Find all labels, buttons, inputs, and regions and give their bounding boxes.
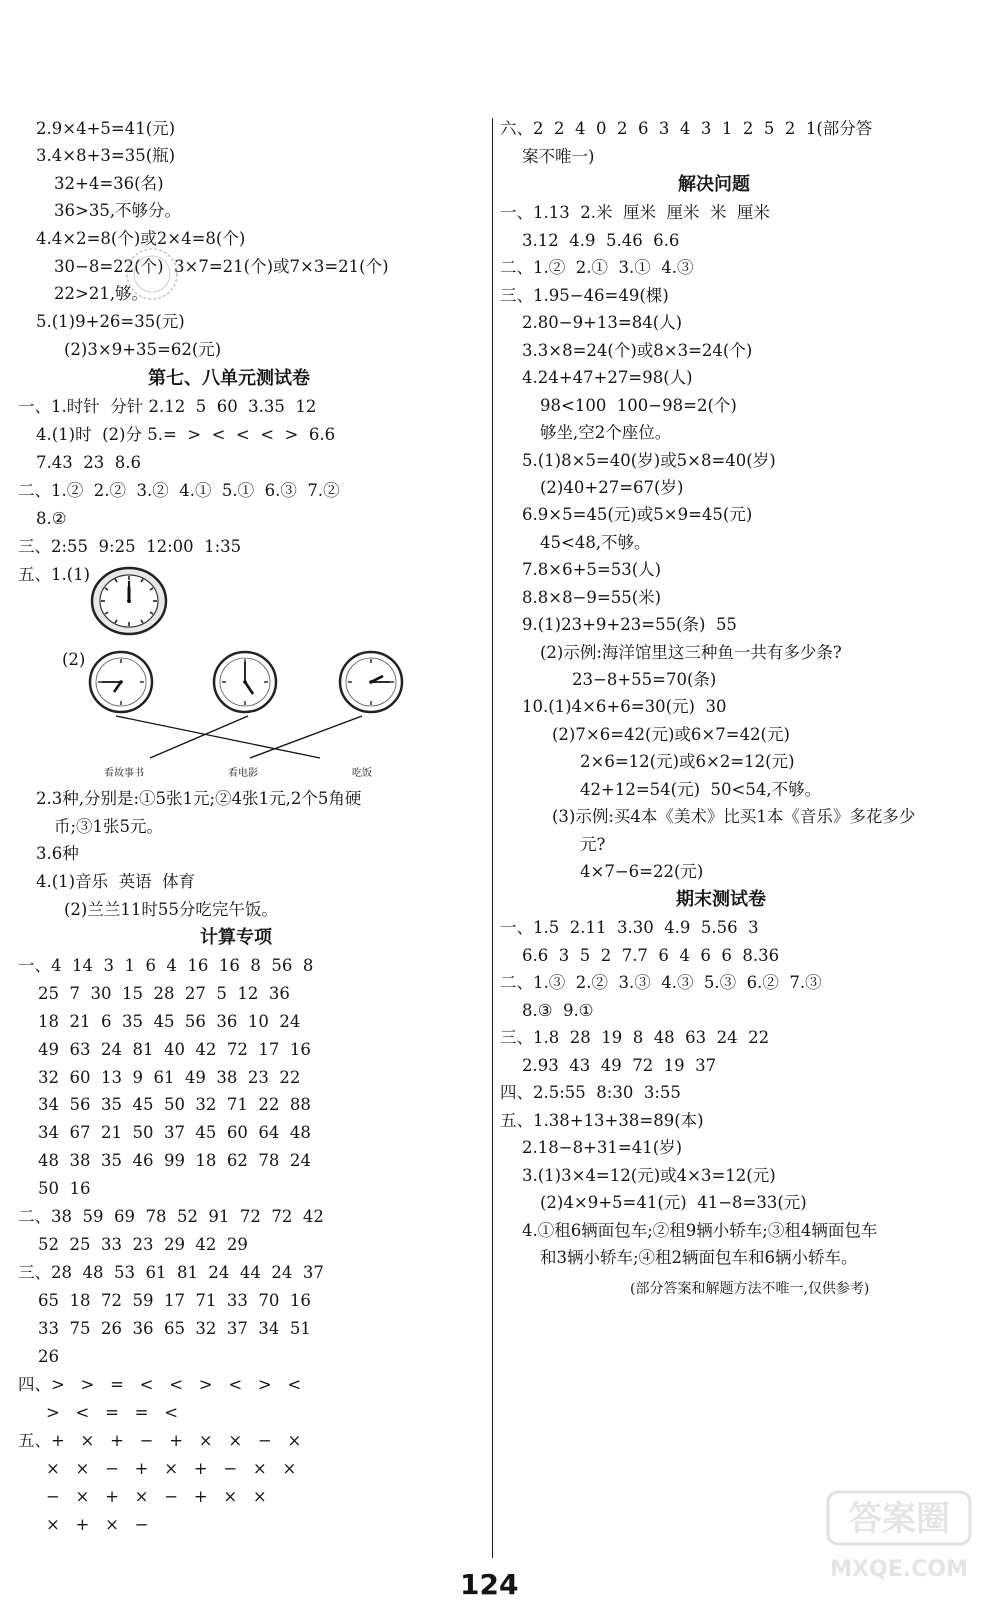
answer-line: 8.③ 9.①	[522, 1001, 594, 1020]
clock-icon	[212, 650, 278, 714]
answer-line: 2.3种,分别是:①5张1元;②4张1元,2个5角硬	[36, 789, 362, 808]
answer-line: 7.8×6+5=53(人)	[522, 560, 662, 579]
answer-line: 34 56 35 45 50 32 71 22 88	[38, 1095, 311, 1114]
answer-line: 25 7 30 15 28 27 5 12 36	[38, 984, 290, 1003]
answer-line: 9.(1)23+9+23=55(条) 55	[522, 615, 737, 634]
watermark-top: 答案圈	[848, 1499, 950, 1539]
activity-label: 看电影	[228, 768, 258, 779]
answer-line: 三、1.8 28 19 8 48 63 24 22	[500, 1028, 770, 1047]
answer-line: 元?	[580, 835, 606, 854]
answer-line: 3.4×8+3=35(瓶)	[36, 146, 176, 165]
answer-line: 33 75 26 36 65 32 37 34 51	[38, 1319, 311, 1338]
answer-line: (2)7×6=42(元)或6×7=42(元)	[552, 725, 790, 744]
column-divider	[492, 118, 493, 1558]
answer-line: 三、28 48 53 61 81 24 44 24 37	[18, 1263, 324, 1282]
answer-line: 32+4=36(名)	[54, 174, 164, 193]
answer-line: 18 21 6 35 45 56 36 10 24	[38, 1012, 301, 1031]
watermark-bottom: MXQE.COM	[830, 1557, 968, 1582]
answer-line: 三、1.95−46=49(棵)	[500, 286, 669, 305]
answer-line: (2)示例:海洋馆里这三种鱼一共有多少条?	[540, 643, 842, 662]
section-title-calc: 计算专项	[200, 927, 272, 948]
answer-line: 五、+ × + − + × × − ×	[18, 1431, 302, 1450]
watermark-logo	[824, 1488, 974, 1584]
answer-line: 10.(1)4×6+6=30(元) 30	[522, 697, 727, 716]
answer-line: 6.9×5=45(元)或5×9=45(元)	[522, 505, 753, 524]
answer-line: 36>35,不够分。	[54, 201, 182, 220]
answer-line: > < = = <	[46, 1403, 179, 1422]
answer-line: 一、1.13 2.米 厘米 厘米 米 厘米	[500, 203, 770, 222]
part-label: (2)	[62, 650, 86, 669]
page-number: 124	[460, 1568, 519, 1601]
section-title-solve: 解决问题	[678, 174, 750, 195]
stamp-mark	[120, 246, 184, 302]
answer-line: 5.(1)8×5=40(岁)或5×8=40(岁)	[522, 451, 776, 470]
answer-line: (2)兰兰11时55分吃完午饭。	[64, 900, 278, 919]
answer-line: 4.24+47+27=98(人)	[522, 368, 693, 387]
answer-line: 4.①租6辆面包车;②租9辆小轿车;③租4辆面包车	[522, 1221, 878, 1240]
answer-line: 4.4×2=8(个)或2×4=8(个)	[36, 229, 246, 248]
answer-line: 3.(1)3×4=12(元)或4×3=12(元)	[522, 1166, 776, 1185]
activity-label: 看故事书	[104, 768, 144, 779]
answer-line: 3.12 4.9 5.46 6.6	[522, 231, 680, 250]
answer-line: 48 38 35 46 99 18 62 78 24	[38, 1151, 311, 1170]
answer-line: 3.6种	[36, 844, 79, 863]
footnote: (部分答案和解题方法不唯一,仅供参考)	[630, 1281, 870, 1297]
answer-line: 3.3×8=24(个)或8×3=24(个)	[522, 341, 753, 360]
answer-line: 二、1.② 2.① 3.① 4.③	[500, 258, 694, 277]
matching-lines	[100, 712, 400, 762]
answer-line: 50 16	[38, 1179, 91, 1198]
activity-label: 吃饭	[352, 768, 372, 779]
answer-line: 一、1.5 2.11 3.30 4.9 5.56 3	[500, 918, 759, 937]
answer-line: 65 18 72 59 17 71 33 70 16	[38, 1291, 311, 1310]
answer-line: 四、2.5:55 8:30 3:55	[500, 1083, 681, 1102]
answer-line: 三、2:55 9:25 12:00 1:35	[18, 537, 242, 556]
answer-line: 22>21,够。	[54, 284, 149, 303]
answer-line: 六、2 2 4 0 2 6 3 4 3 1 2 5 2 1(部分答	[500, 119, 873, 138]
answer-line: 4×7−6=22(元)	[580, 862, 704, 881]
answer-line: 45<48,不够。	[540, 533, 651, 552]
answer-line: 2.9×4+5=41(元)	[36, 119, 176, 138]
answer-line: 2.93 43 49 72 19 37	[522, 1056, 717, 1075]
answer-line: 98<100 100−98=2(个)	[540, 396, 737, 415]
answer-line: 一、1.时针 分针 2.12 5 60 3.35 12	[18, 397, 317, 416]
answer-line: 52 25 33 23 29 42 29	[38, 1235, 248, 1254]
answer-line: 7.43 23 8.6	[36, 453, 141, 472]
answer-line: (2)40+27=67(岁)	[540, 478, 684, 497]
answer-line: 23−8+55=70(条)	[572, 670, 717, 689]
answer-line: 2×6=12(元)或6×2=12(元)	[580, 752, 795, 771]
section-title-final: 期末测试卷	[676, 889, 766, 910]
answer-line: 五、1.38+13+38=89(本)	[500, 1111, 704, 1130]
answer-line: 6.6 3 5 2 7.7 6 4 6 6 8.36	[522, 946, 780, 965]
answer-line: 案不唯一)	[522, 147, 595, 166]
answer-line: 二、1.③ 2.② 3.③ 4.③ 5.③ 6.② 7.③	[500, 973, 822, 992]
answer-line: 4.(1)音乐 英语 体育	[36, 872, 196, 891]
answer-line: 和3辆小轿车;④租2辆面包车和6辆小轿车。	[540, 1248, 858, 1267]
answer-line: 2.18−8+31=41(岁)	[522, 1138, 683, 1157]
answer-line: 币;③1张5元。	[54, 817, 164, 836]
answer-line: 49 63 24 81 40 42 72 17 16	[38, 1040, 311, 1059]
answer-line: 8.8×8−9=55(米)	[522, 588, 662, 607]
answer-line: 4.(1)时 (2)分 5.= > < < < > 6.6	[36, 425, 336, 444]
answer-line: 26	[38, 1347, 59, 1366]
answer-line: 一、4 14 3 1 6 4 16 16 8 56 8	[18, 956, 314, 975]
clock-icon	[88, 650, 154, 714]
clock-icon	[90, 566, 168, 636]
answer-line: 二、38 59 69 78 52 91 72 72 42	[18, 1207, 324, 1226]
answer-line: 30−8=22(个) 3×7=21(个)或7×3=21(个)	[54, 257, 389, 276]
answer-line: 8.②	[36, 509, 67, 528]
answer-line: (3)示例:买4本《美术》比买1本《音乐》多花多少	[552, 807, 916, 826]
answer-line: (2)3×9+35=62(元)	[64, 340, 222, 359]
answer-line: (2)4×9+5=41(元) 41−8=33(元)	[540, 1193, 807, 1212]
answer-line: 34 67 21 50 37 45 60 64 48	[38, 1123, 311, 1142]
answer-line: 二、1.② 2.② 3.② 4.① 5.① 6.③ 7.②	[18, 481, 340, 500]
answer-line: 42+12=54(元) 50<54,不够。	[580, 780, 822, 799]
answer-line: 五、1.(1)	[18, 565, 91, 584]
answer-line: × × − + × + − × ×	[46, 1459, 297, 1478]
section-title-unit78: 第七、八单元测试卷	[148, 368, 310, 389]
answer-line: 32 60 13 9 61 49 38 23 22	[38, 1068, 301, 1087]
answer-line: 四、> > = < < > < > <	[18, 1375, 302, 1394]
answer-line: 2.80−9+13=84(人)	[522, 313, 683, 332]
clock-icon	[338, 650, 404, 714]
answer-line: 够坐,空2个座位。	[540, 423, 672, 442]
answer-line: 5.(1)9+26=35(元)	[36, 312, 185, 331]
answer-line: − × + × − + × ×	[46, 1487, 267, 1506]
answer-line: × + × −	[46, 1515, 149, 1534]
